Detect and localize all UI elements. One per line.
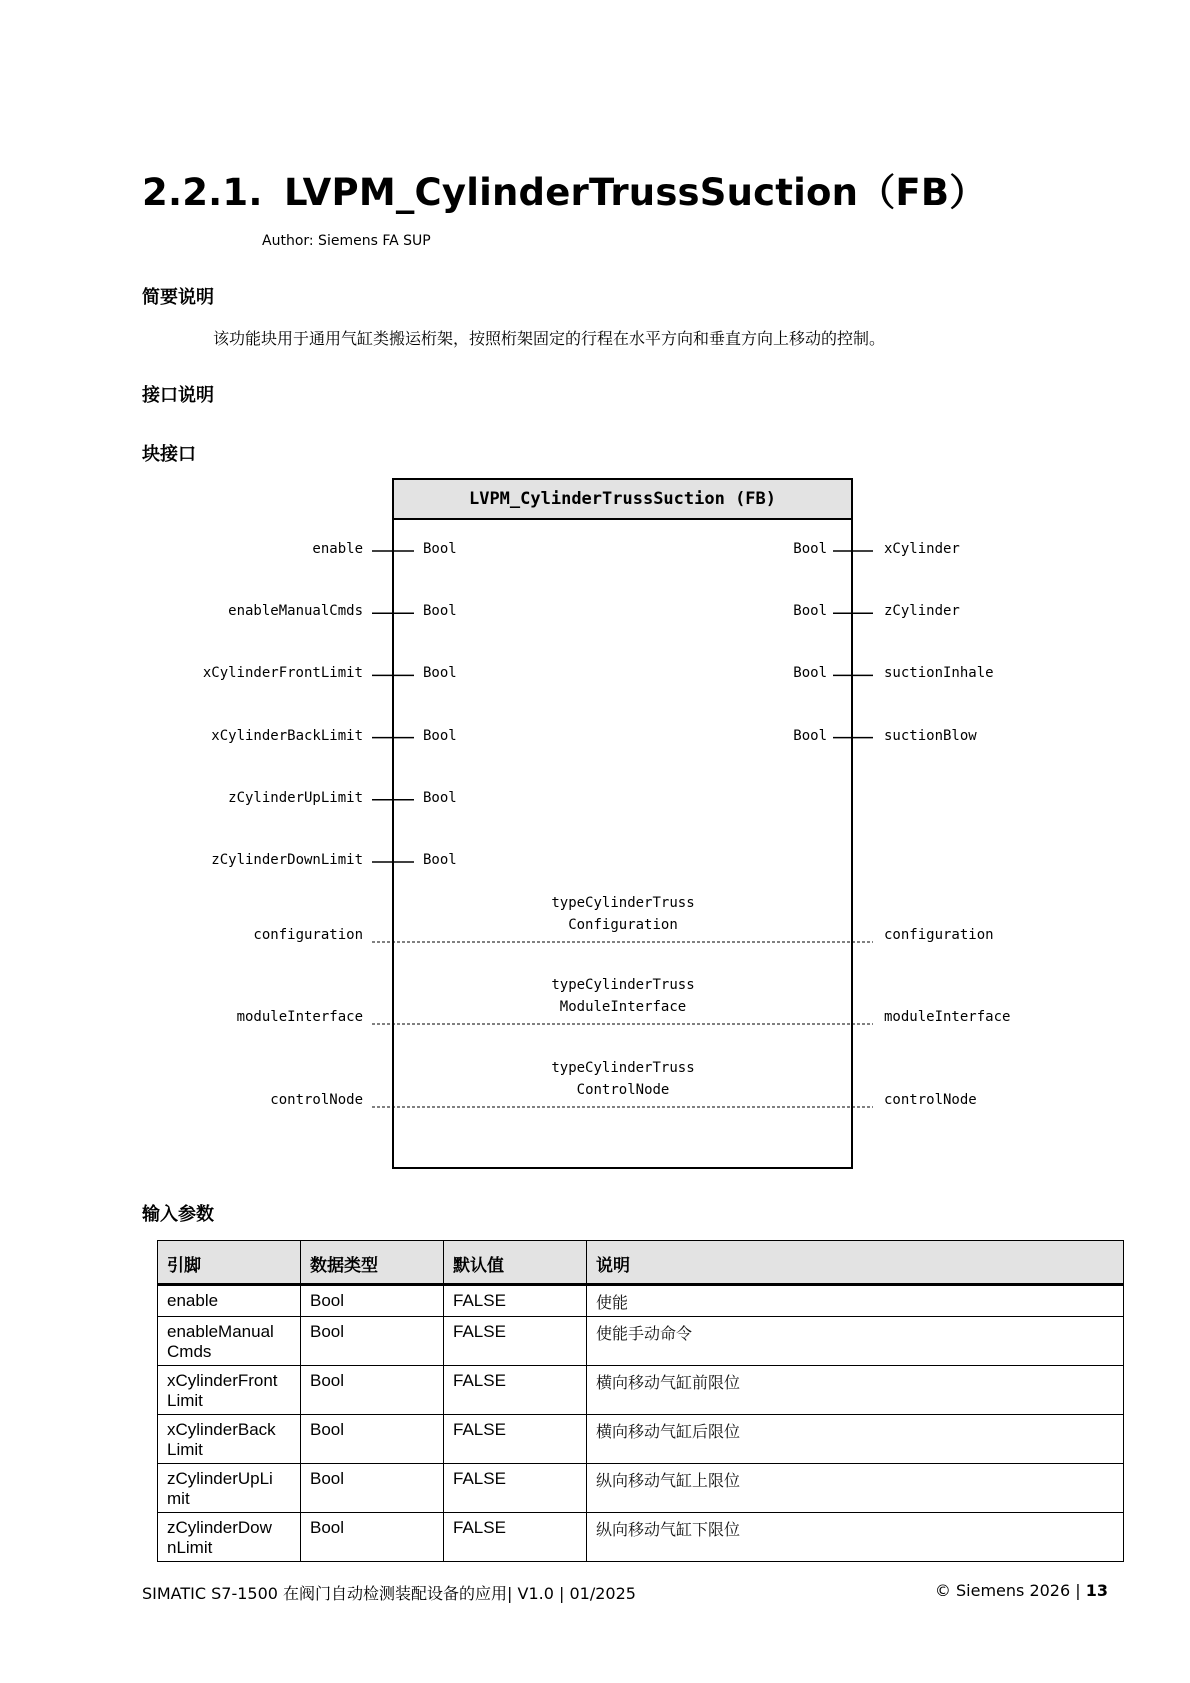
cell-desc: 横向移动气缸后限位 [587, 1415, 1124, 1464]
table-row [158, 1317, 1124, 1366]
output-pin-type: Bool [793, 665, 827, 682]
cell-default: FALSE [444, 1415, 587, 1464]
cell-default: FALSE [444, 1317, 587, 1366]
inout-type-line2: ControlNode [576, 1082, 670, 1098]
cell-pin: zCylinderDow nLimit [158, 1513, 301, 1562]
input-pin-type: Bool [423, 603, 457, 620]
cell-type: Bool [301, 1415, 444, 1464]
cell-pin: zCylinderUpLi mit [158, 1464, 301, 1513]
output-pin-type: Bool [793, 541, 827, 557]
cell-pin: enableManual Cmds [158, 1317, 301, 1366]
input-pin-type: Bool [423, 852, 457, 868]
table-row [158, 1366, 1124, 1415]
output-pin-type: Bool [793, 727, 827, 744]
cell-type: Bool [301, 1464, 444, 1513]
input-pin-name: zCylinderDownLimit [211, 852, 363, 868]
inout-pin-type [473, 892, 773, 936]
inout-type-line1: typeCylinderTruss [551, 1060, 695, 1076]
output-pin-name: xCylinder [884, 541, 960, 557]
header-type: 数据类型 [301, 1241, 444, 1285]
cell-default: FALSE [444, 1366, 587, 1415]
interface-title: 接口说明 [142, 385, 214, 406]
header-default: 默认值 [444, 1241, 587, 1285]
inout-type-line1: typeCylinderTruss [551, 895, 695, 911]
brief-text: 该功能块用于通用气缸类搬运桁架，按照桁架固定的行程在水平方向和垂直方向上移动的控制。 [213, 329, 886, 348]
footer-copyright [935, 1581, 1108, 1600]
footer-copyright-text: © Siemens 2026 | [934, 1581, 1086, 1600]
inout-pin-name-out: controlNode [884, 1092, 977, 1108]
brief-title: 简要说明 [142, 287, 214, 308]
input-pin-name: xCylinderBackLimit [211, 727, 363, 744]
table-row [158, 1464, 1124, 1513]
input-pin-name: xCylinderFrontLimit [202, 665, 363, 682]
section-number: 2.2.1. [142, 171, 263, 214]
inout-pin-name: moduleInterface [236, 1009, 363, 1025]
output-pin-type: Bool [793, 603, 827, 620]
inout-pin-name: configuration [253, 927, 363, 943]
inout-type-line2: Configuration [568, 917, 678, 933]
inout-pin-type [473, 974, 773, 1018]
cell-desc: 横向移动气缸前限位 [587, 1366, 1124, 1415]
section-heading [142, 162, 987, 216]
input-params-table [157, 1240, 1124, 1562]
inout-pin-name: controlNode [270, 1092, 363, 1108]
input-pin-name: enableManualCmds [228, 603, 363, 620]
cell-desc: 纵向移动气缸上限位 [587, 1464, 1124, 1513]
inout-pin-name-out: configuration [884, 927, 994, 943]
cell-default: FALSE [444, 1285, 587, 1317]
table-row [158, 1285, 1124, 1317]
fb-block-name: LVPM_CylinderTrussSuction (FB) [392, 478, 853, 520]
cell-pin: xCylinderFront Limit [158, 1366, 301, 1415]
input-pin-name: enable [312, 541, 363, 557]
cell-pin: enable [158, 1285, 301, 1317]
cell-type: Bool [301, 1513, 444, 1562]
table-header-row [158, 1241, 1124, 1285]
footer-doc-info: SIMATIC S7-1500 在阀门自动检测装配设备的应用| V1.0 | 01/2025 [142, 1584, 636, 1603]
cell-type: Bool [301, 1366, 444, 1415]
header-pin: 引脚 [158, 1241, 301, 1285]
inout-type-line2: ModuleInterface [559, 999, 687, 1015]
input-pin-type: Bool [423, 789, 457, 806]
cell-default: FALSE [444, 1513, 587, 1562]
table-row [158, 1513, 1124, 1562]
cell-desc: 使能手动命令 [587, 1317, 1124, 1366]
footer-page-number: 13 [1085, 1581, 1108, 1600]
inout-pin-name-out: moduleInterface [884, 1009, 1011, 1025]
author-line: Author: Siemens FA SUP [262, 233, 431, 249]
input-params-title: 输入参数 [142, 1204, 214, 1225]
input-pin-type: Bool [423, 665, 457, 682]
header-desc: 说明 [587, 1241, 1124, 1285]
cell-type: Bool [301, 1317, 444, 1366]
table-row [158, 1415, 1124, 1464]
inout-pin-type [473, 1057, 773, 1101]
section-title: LVPM_CylinderTrussSuction（FB） [284, 171, 987, 214]
cell-pin: xCylinderBack Limit [158, 1415, 301, 1464]
cell-default: FALSE [444, 1464, 587, 1513]
output-pin-name: suctionInhale [884, 665, 994, 682]
cell-type: Bool [301, 1285, 444, 1317]
input-pin-name: zCylinderUpLimit [228, 789, 363, 806]
input-pin-type: Bool [423, 541, 457, 557]
input-pin-type: Bool [423, 727, 457, 744]
inout-type-line1: typeCylinderTruss [551, 977, 695, 993]
block-interface-title: 块接口 [142, 444, 196, 465]
cell-desc: 纵向移动气缸下限位 [587, 1513, 1124, 1562]
output-pin-name: zCylinder [884, 603, 960, 620]
output-pin-name: suctionBlow [884, 727, 977, 744]
cell-desc: 使能 [587, 1285, 1124, 1317]
